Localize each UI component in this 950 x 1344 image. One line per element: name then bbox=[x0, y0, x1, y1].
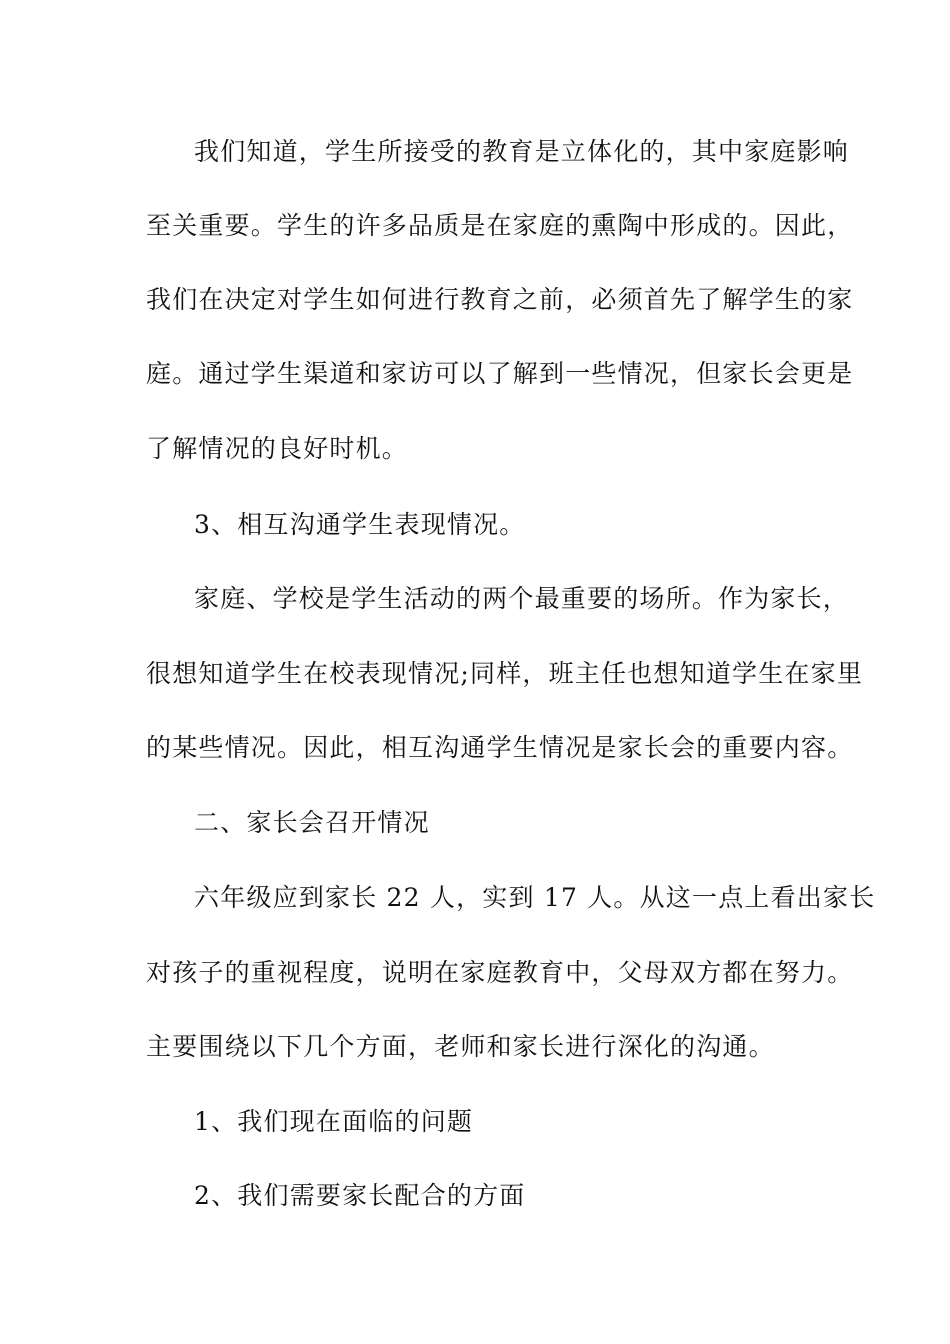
paragraph-3-line-3: 主要围绕以下几个方面，老师和家长进行深化的沟通。 bbox=[146, 1032, 775, 1061]
paragraph-2-line-3: 的某些情况。因此，相互沟通学生情况是家长会的重要内容。 bbox=[146, 733, 854, 762]
paragraph-3-line-2: 对孩子的重视程度，说明在家庭教育中，父母双方都在努力。 bbox=[146, 958, 854, 987]
section-item-3-heading: 3、相互沟通学生表现情况。 bbox=[194, 510, 526, 539]
section-heading-meeting-status: 二、家长会召开情况 bbox=[194, 808, 430, 837]
paragraph-1-line-3: 我们在决定对学生如何进行教育之前，必须首先了解学生的家 bbox=[146, 285, 854, 314]
paragraph-1-line-1: 我们知道，学生所接受的教育是立体化的，其中家庭影响 bbox=[194, 137, 850, 166]
paragraph-1-line-2: 至关重要。学生的许多品质是在家庭的熏陶中形成的。因此， bbox=[146, 211, 854, 240]
paragraph-2-line-1: 家庭、学校是学生活动的两个最重要的场所。作为家长， bbox=[194, 584, 850, 613]
paragraph-3-line-1: 六年级应到家长 22 人，实到 17 人。从这一点上看出家长 bbox=[194, 883, 876, 912]
paragraph-1-line-4: 庭。通过学生渠道和家访可以了解到一些情况，但家长会更是 bbox=[146, 359, 854, 388]
list-item-2: 2、我们需要家长配合的方面 bbox=[194, 1181, 526, 1210]
paragraph-1-line-5: 了解情况的良好时机。 bbox=[146, 434, 409, 463]
paragraph-2-line-2: 很想知道学生在校表现情况;同样，班主任也想知道学生在家里 bbox=[146, 659, 864, 688]
list-item-1: 1、我们现在面临的问题 bbox=[194, 1107, 474, 1136]
